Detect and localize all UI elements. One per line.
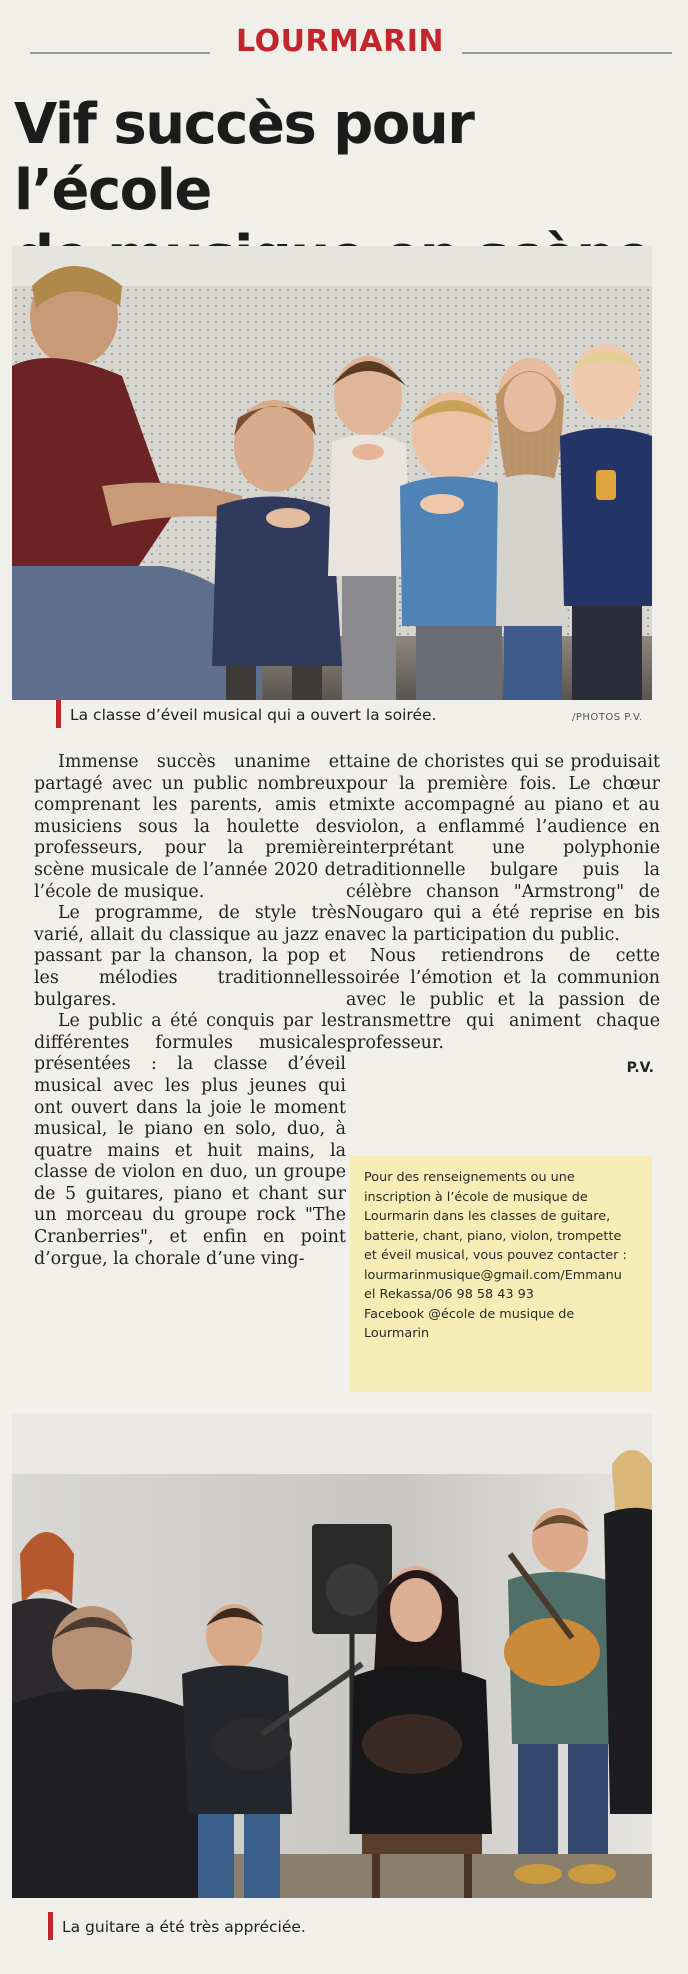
paragraph-programme: Le programme, de style très varié, allait du classique au jazz en passant par la chanson, la pop et les mélodies traditionnelles bulgares. — [34, 903, 346, 1010]
info-box — [350, 1156, 652, 1392]
info-line: et éveil musical, vous pouvez contacter : — [364, 1248, 627, 1263]
header-rule-right — [462, 52, 672, 54]
info-line: batterie, chant, piano, violon, trompette — [364, 1228, 622, 1244]
photo-caption-1 — [56, 702, 476, 732]
photo-guitare-image — [12, 1414, 652, 1898]
info-facebook: Facebook @école de musique de — [364, 1306, 575, 1322]
info-email: lourmarinmusique@gmail.com/Emmanu — [364, 1267, 622, 1283]
info-line: Lourmarin dans les classes de guitare, — [364, 1209, 611, 1224]
author-signature: P.V. — [626, 1060, 654, 1077]
photo-eveil-musical — [12, 246, 652, 700]
paragraph-intro: Immense succès unanime et partagé avec un public nombreux comprenant les parents, amis et musiciens sous la houlette des professeurs, pour la première scène musicale de l’année 2020 de l’école de musique. — [34, 752, 346, 902]
info-line: inscription à l’école de musique de — [364, 1189, 588, 1205]
caption-text-1: La classe d’éveil musical qui a ouvert la soirée. — [70, 706, 437, 724]
article-column-1 — [34, 752, 346, 1270]
caption-marker-1 — [56, 700, 61, 728]
photo-credit: /PHOTOS P.V. — [572, 712, 643, 723]
section-header — [10, 24, 678, 58]
header-rule-left — [30, 52, 210, 54]
paragraph-public: Le public a été conquis par les différentes formules musicales présentées : la classe d’éveil musical avec les plus jeunes qui ont ouvert dans la joie le moment musical, le piano en solo, duo, à quatre mains et huit mains, la classe de violon en duo, un groupe de 5 guitares, piano et chant sur un morceau du groupe rock "The Cranberries", et enfin en point d’orgue, la chorale d’une ving- — [34, 1011, 346, 1269]
caption-marker-2 — [48, 1912, 53, 1940]
photo-eveil-musical-image — [12, 246, 652, 700]
paragraph-chorale: taine de choristes qui se produisait pour la première fois. Le chœur mixte accompagné au piano et au violon, a enflammé l’audience en interprétant une polyphonie traditionnelle bulgare puis la célèbre chanson "Armstrong" de Nougaro qui a été reprise en bis avec la participation du public. — [346, 752, 660, 945]
headline-line-1: Vif succès pour l’école — [14, 92, 474, 223]
info-line: Lourmarin — [364, 1326, 430, 1341]
paragraph-conclusion: Nous retiendrons de cette soirée l’émotion et la communion avec le public et la passion de transmettre qui animent chaque professeur. — [346, 946, 660, 1053]
info-phone: el Rekassa/06 98 58 43 93 — [364, 1287, 534, 1302]
caption-text-2: La guitare a été très appréciée. — [62, 1918, 306, 1936]
photo-caption-2 — [48, 1914, 468, 1944]
photo-guitare — [12, 1414, 652, 1898]
article-column-2 — [346, 752, 660, 1080]
info-line: Pour des renseignements ou une — [364, 1170, 575, 1185]
section-name: LOURMARIN — [236, 24, 444, 59]
